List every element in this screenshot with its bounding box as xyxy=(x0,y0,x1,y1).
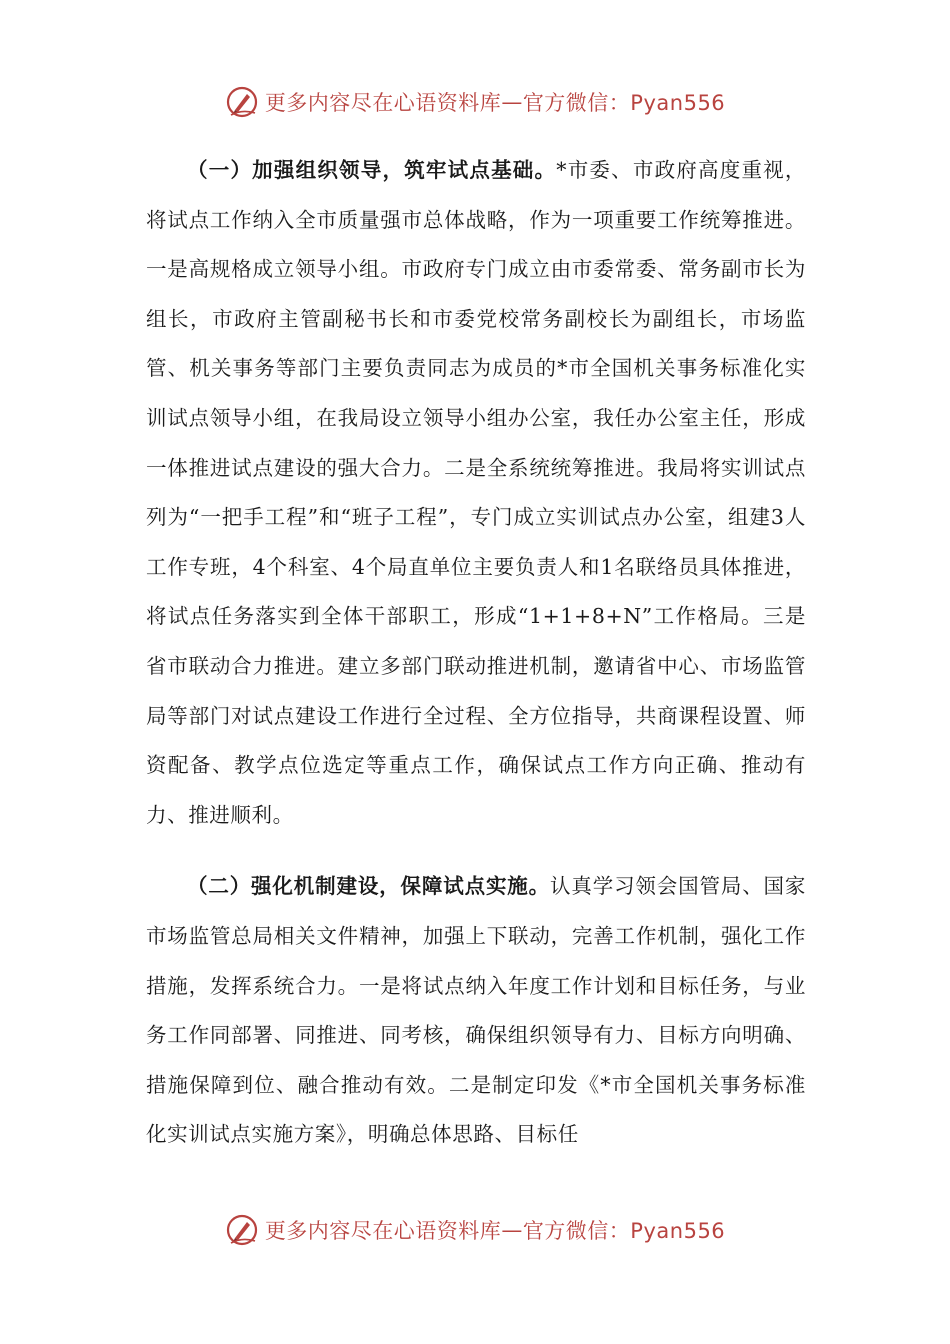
paragraph-1-heading: （一）加强组织领导，筑牢试点基础。 xyxy=(187,158,557,182)
watermark-banner-top xyxy=(0,82,950,122)
banner-contact: 官方微信：Pyan556 xyxy=(522,1219,726,1243)
pen-logo-icon xyxy=(225,1213,259,1247)
paragraph-2-heading: （二）强化机制建设，保障试点实施。 xyxy=(187,874,551,899)
banner-separator: — xyxy=(501,90,523,114)
document-body xyxy=(146,146,806,1160)
banner-separator: — xyxy=(501,1218,523,1242)
pen-logo-icon xyxy=(225,85,259,119)
banner-contact: 官方微信：Pyan556 xyxy=(522,91,726,115)
paragraph-1-text: *市委、市政府高度重视，将试点工作纳入全市质量强市总体战略，作为一项重要工作统筹推进。一是高规格成立领导小组。市政府专门成立由市委常委、常务副市长为组长，市政府主管副秘书长和市委党校常务副校长为副组长，市场监管、机关事务等部门主要负责同志为成员的*市全国机关事务标准化实训试点领导小组，在我局设立领导小组办公室，我任办公室主任，形成一体推进试点建设的强大合力。二是全系统统筹推进。我局将实训试点列为“一把手工程”和“班子工程”，专门成立实训试点办公室，组建3人工作专班，4个科室、4个局直单位主要负责人和1名联络员具体推进，将试点任务落实到全体干部职工，形成“1+1+8+N”工作格局。三是省市联动合力推进。建立多部门联动推进机制，邀请省中心、市场监管局等部门对试点建设工作进行全过程、全方位指导，共商课程设置、师资配备、教学点位选定等重点工作，确保试点工作方向正确、推动有力、推进顺利。 xyxy=(146,158,806,827)
banner-text: 更多内容尽在心语资料库 xyxy=(264,91,502,115)
paragraph-1 xyxy=(146,146,806,840)
watermark-banner-bottom xyxy=(0,1210,950,1250)
paragraph-2-text: 认真学习领会国管局、国家市场监管总局相关文件精神，加强上下联动，完善工作机制，强化工作措施，发挥系统合力。一是将试点纳入年度工作计划和目标任务，与业务工作同部署、同推进、同考核，确保组织领导有力、目标方向明确、措施保障到位、融合推动有效。二是制定印发《*市全国机关事务标准化实训试点实施方案》，明确总体思路、目标任 xyxy=(146,874,807,1147)
banner-text: 更多内容尽在心语资料库 xyxy=(264,1219,502,1243)
paragraph-2 xyxy=(146,862,806,1160)
